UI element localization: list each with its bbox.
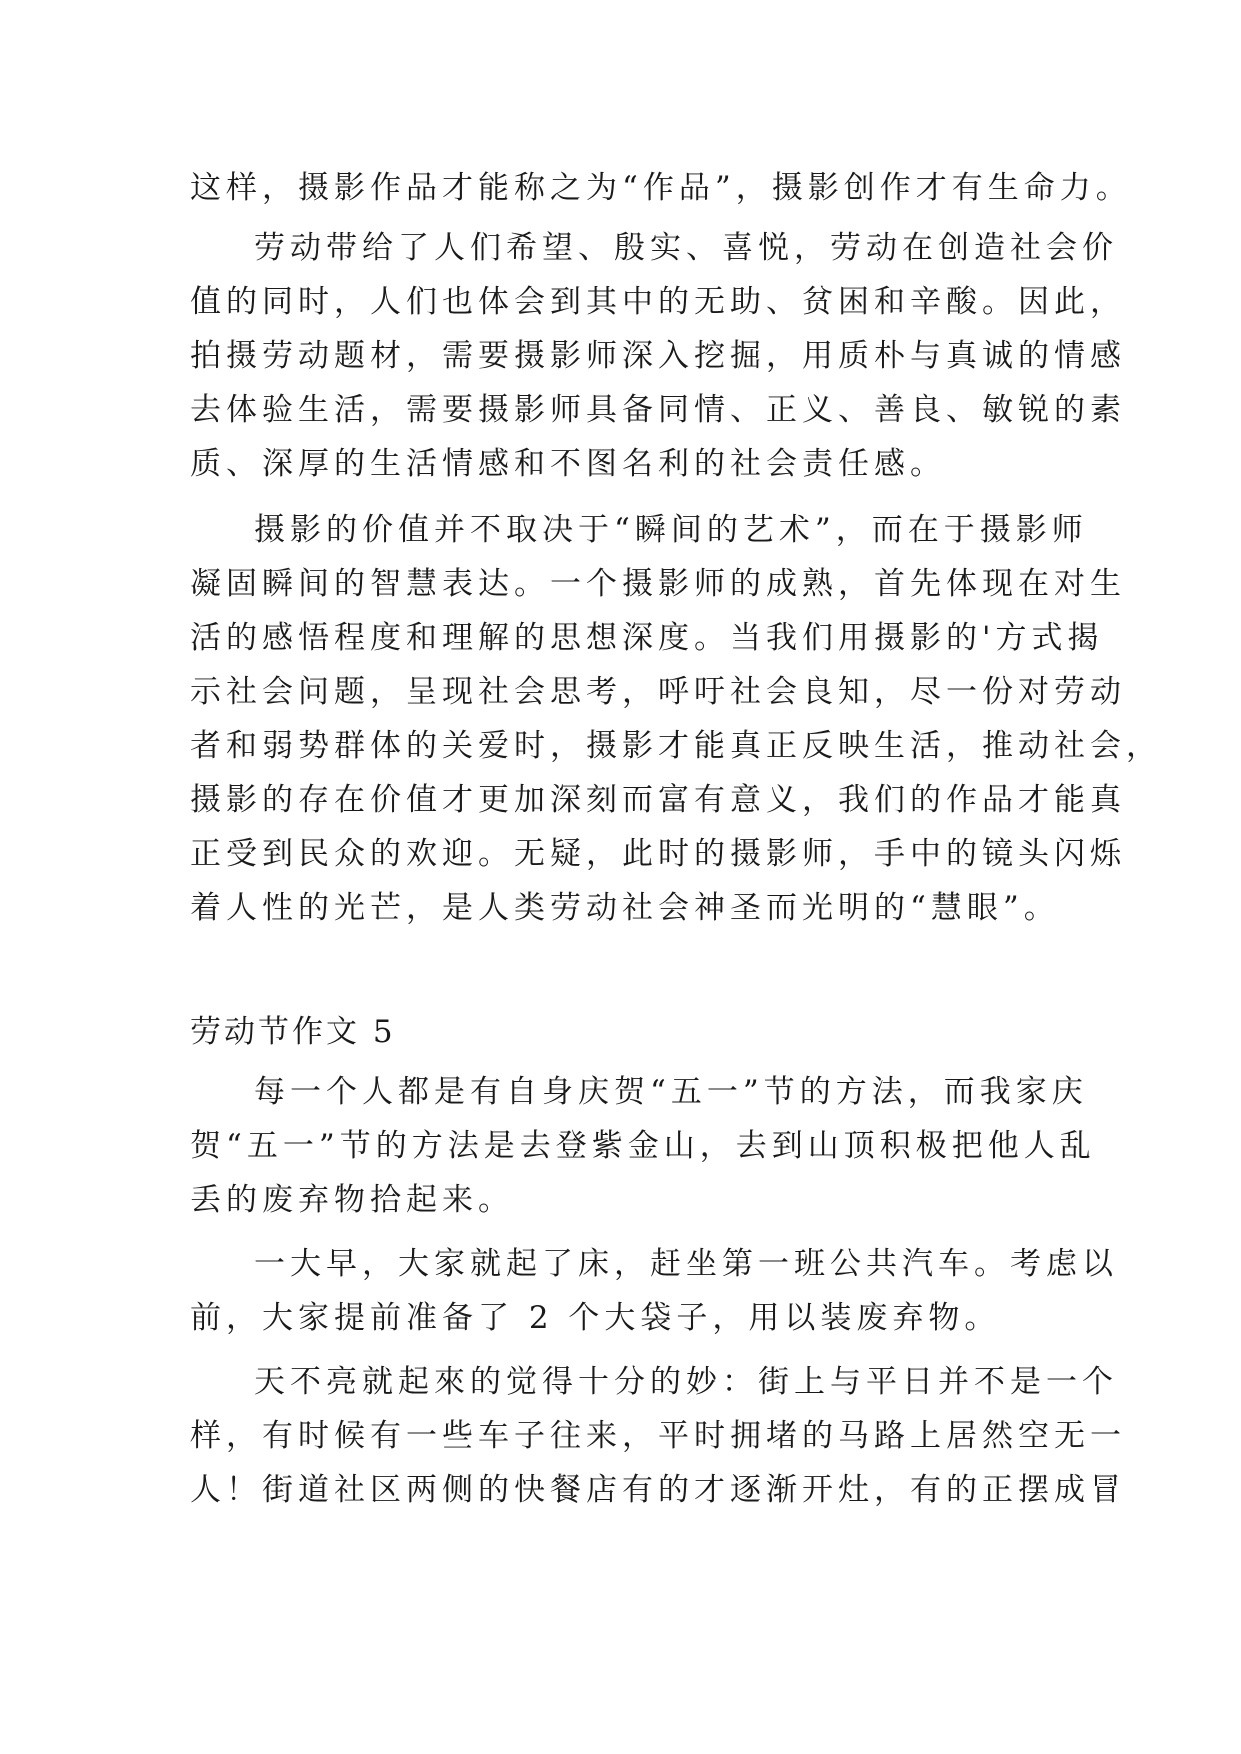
text-line: 前，大家提前准备了 2 个大袋子，用以装废弃物。 — [190, 1300, 1001, 1336]
section-heading: 劳动节作文 5 — [190, 1014, 396, 1050]
paragraph-start-line: 天不亮就起來的觉得十分的妙：街上与平日并不是一个 — [254, 1364, 1118, 1400]
text-line: 这样，摄影作品才能称之为“作品”，摄影创作才有生命力。 — [190, 170, 1132, 206]
paragraph-start-line: 劳动带给了人们希望、殷实、喜悦，劳动在创造社会价 — [254, 230, 1118, 266]
text-line: 拍摄劳动题材，需要摄影师深入挖掘，用质朴与真诚的情感 — [190, 338, 1126, 374]
text-line: 人！街道社区两侧的快餐店有的才逐渐开灶，有的正摆成冒 — [190, 1472, 1126, 1508]
text-line: 示社会问题，呈现社会思考，呼吁社会良知，尽一份对劳动 — [190, 674, 1126, 710]
text-line: 质、深厚的生活情感和不图名利的社会责任感。 — [190, 446, 946, 482]
text-line: 着人性的光芒，是人类劳动社会神圣而光明的“慧眼”。 — [190, 890, 1060, 926]
text-line: 贺“五一”节的方法是去登紫金山，去到山顶积极把他人乱 — [190, 1128, 1096, 1164]
text-line: 活的感悟程度和理解的思想深度。当我们用摄影的'方式揭 — [190, 620, 1104, 656]
paragraph-start-line: 一大早，大家就起了床，赶坐第一班公共汽车。考虑以 — [254, 1246, 1118, 1282]
text-line: 者和弱势群体的关爱时，摄影才能真正反映生活，推动社会， — [190, 728, 1162, 764]
paragraph-start-line: 每一个人都是有自身庆贺“五一”节的方法，而我家庆 — [254, 1074, 1088, 1110]
text-line: 样，有时候有一些车子往来，平时拥堵的马路上居然空无一 — [190, 1418, 1126, 1454]
text-line: 凝固瞬间的智慧表达。一个摄影师的成熟，首先体现在对生 — [190, 566, 1126, 602]
text-line: 摄影的存在价值才更加深刻而富有意义，我们的作品才能真 — [190, 782, 1126, 818]
text-line: 去体验生活，需要摄影师具备同情、正义、善良、敏锐的素 — [190, 392, 1126, 428]
text-line: 正受到民众的欢迎。无疑，此时的摄影师，手中的镜头闪烁 — [190, 836, 1126, 872]
paragraph-start-line: 摄影的价值并不取决于“瞬间的艺术”，而在于摄影师 — [254, 512, 1088, 548]
text-line: 值的同时，人们也体会到其中的无助、贫困和辛酸。因此， — [190, 284, 1126, 320]
text-line: 丢的废弃物拾起来。 — [190, 1182, 514, 1218]
